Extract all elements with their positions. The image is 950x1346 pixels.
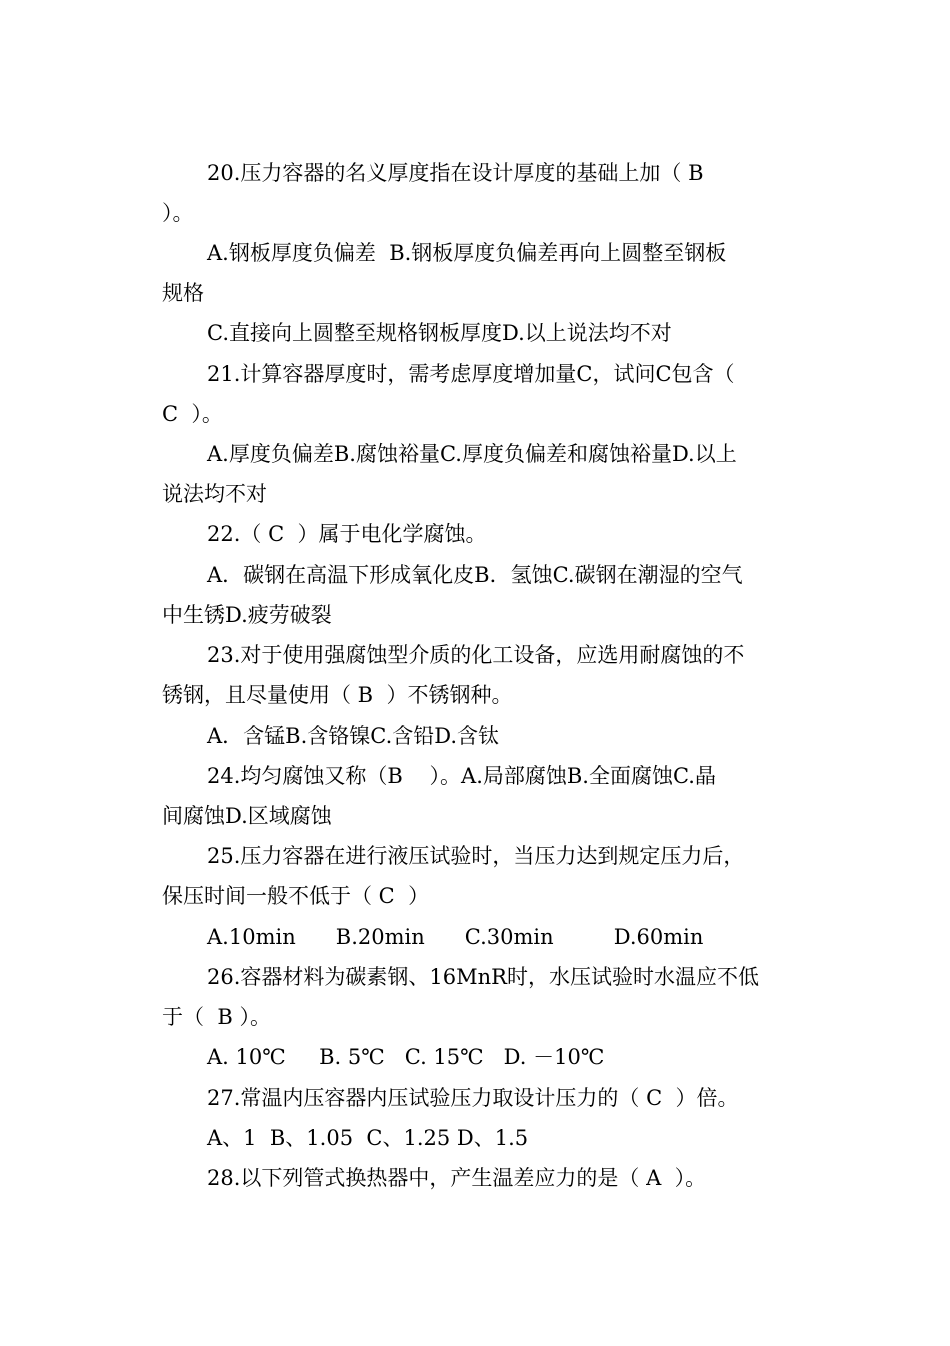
text-line: 锈钢，且尽量使用（ B ）不锈钢种。 <box>162 683 513 707</box>
question-21-line-1 <box>0 354 950 394</box>
text-line: 20.压力容器的名义厚度指在设计厚度的基础上加（ B <box>207 161 704 185</box>
question-28-line-1 <box>0 1158 950 1198</box>
question-23-options-line-1 <box>0 716 950 756</box>
question-25-line-2 <box>0 876 950 916</box>
question-23-line-2 <box>0 675 950 715</box>
question-22-options-line-2 <box>0 595 950 635</box>
question-20-options-line-2 <box>0 273 950 313</box>
text-line: A. 10℃ B. 5℃ C. 15℃ D. －10℃ <box>207 1045 605 1069</box>
text-line: 22.（ C ）属于电化学腐蚀。 <box>207 522 487 546</box>
question-22-line-1 <box>0 514 950 554</box>
text-line: 26.容器材料为碳素钢、16MnR时，水压试验时水温应不低 <box>207 965 759 989</box>
question-23-line-1 <box>0 635 950 675</box>
text-line: A.10min B.20min C.30min D.60min <box>207 925 704 949</box>
question-20-line-1 <box>0 153 950 193</box>
text-line: A．碳钢在高温下形成氧化皮B．氢蚀C.碳钢在潮湿的空气 <box>207 563 743 587</box>
text-line: A．含锰B.含铬镍C.含铅D.含钛 <box>207 724 500 748</box>
question-22-options-line-1 <box>0 555 950 595</box>
text-line: 间腐蚀D.区域腐蚀 <box>162 804 332 828</box>
text-line: 21.计算容器厚度时，需考虑厚度增加量C，试问C包含（ <box>207 362 735 386</box>
question-25-line-1 <box>0 836 950 876</box>
text-line: A.厚度负偏差B.腐蚀裕量C.厚度负偏差和腐蚀裕量D.以上 <box>207 442 737 466</box>
text-line: A、1 B、1.05 C、1.25 D、1.5 <box>207 1126 529 1150</box>
text-line: A.钢板厚度负偏差 B.钢板厚度负偏差再向上圆整至钢板 <box>207 241 727 265</box>
question-21-line-2 <box>0 394 950 434</box>
question-24-line-2 <box>0 796 950 836</box>
question-20-options-line-3 <box>0 313 950 353</box>
question-27-options-line-1 <box>0 1118 950 1158</box>
question-20-options-line-1 <box>0 233 950 273</box>
text-line: 于（ B ）。 <box>162 1005 271 1029</box>
text-line: 28.以下列管式换热器中，产生温差应力的是（ A ）。 <box>207 1166 707 1190</box>
question-26-options-line-1 <box>0 1037 950 1077</box>
question-24-line-1 <box>0 756 950 796</box>
text-line: 24.均匀腐蚀又称（B ）。A.局部腐蚀B.全面腐蚀C.晶 <box>207 764 716 788</box>
question-21-options-line-1 <box>0 434 950 474</box>
text-line: 23.对于使用强腐蚀型介质的化工设备，应选用耐腐蚀的不 <box>207 643 745 667</box>
text-line: 中生锈D.疲劳破裂 <box>162 603 332 627</box>
text-line: 规格 <box>162 281 204 305</box>
question-26-line-2 <box>0 997 950 1037</box>
text-line: ）。 <box>162 201 194 225</box>
question-26-line-1 <box>0 957 950 997</box>
question-20-line-2 <box>0 193 950 233</box>
text-line: C ）。 <box>162 402 223 426</box>
text-line: 27.常温内压容器内压试验压力取设计压力的（ C ）倍。 <box>207 1086 739 1110</box>
text-line: 说法均不对 <box>162 482 267 506</box>
text-line: 保压时间一般不低于（ C ） <box>162 884 430 908</box>
question-25-options-line-1 <box>0 917 950 957</box>
text-line: 25.压力容器在进行液压试验时，当压力达到规定压力后， <box>207 844 745 868</box>
text-line: C.直接向上圆整至规格钢板厚度D.以上说法均不对 <box>207 321 672 345</box>
question-21-options-line-2 <box>0 474 950 514</box>
question-27-line-1 <box>0 1078 950 1118</box>
